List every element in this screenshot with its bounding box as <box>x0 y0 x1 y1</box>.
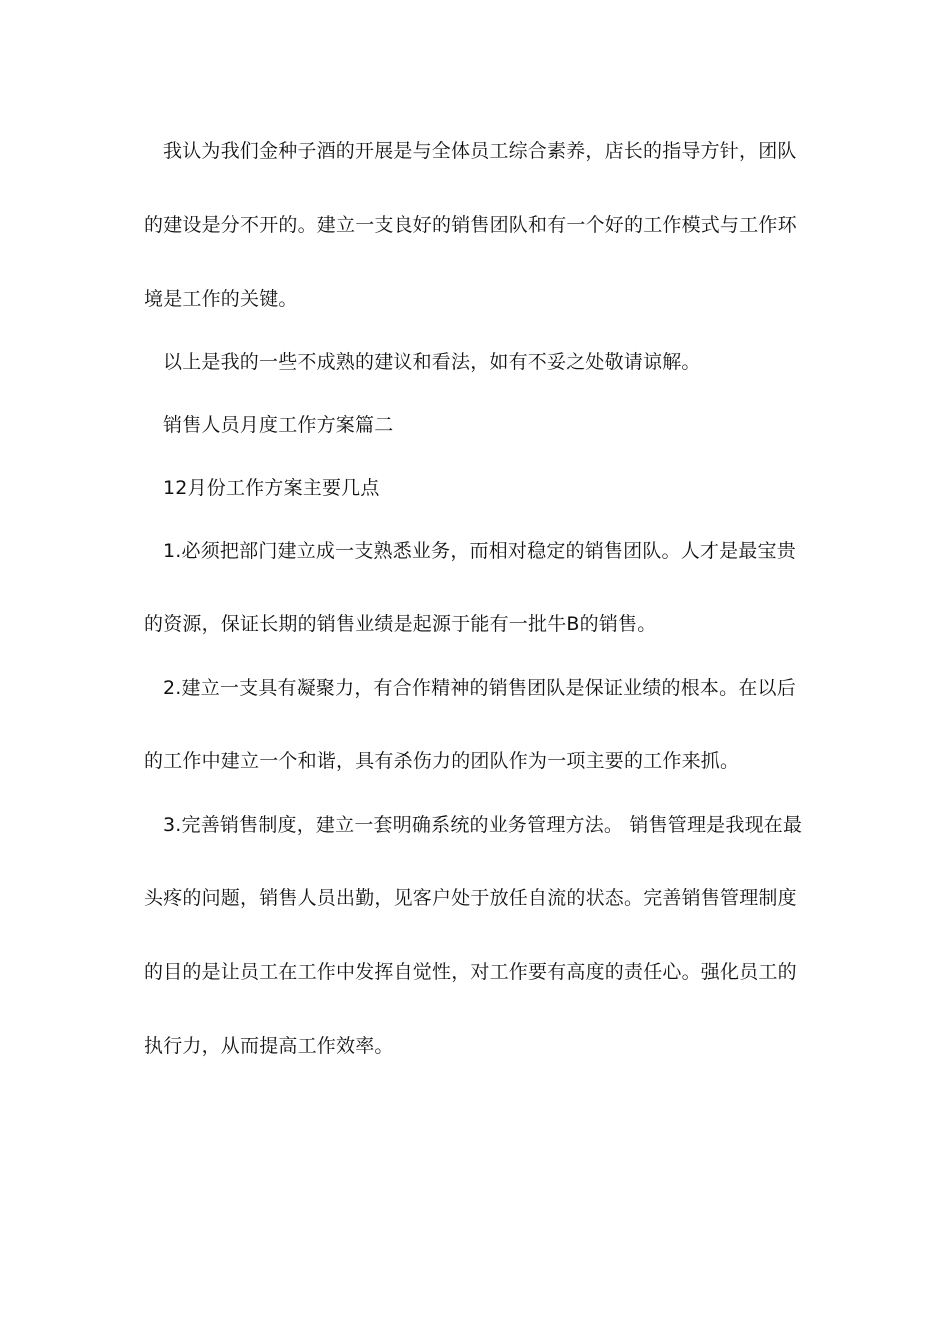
paragraph-1-line-3: 境是工作的关键。 <box>144 288 298 310</box>
section-heading: 销售人员月度工作方案篇二 <box>163 414 394 436</box>
point-1-line-2: 的资源，保证长期的销售业绩是起源于能有一批牛B的销售。 <box>144 613 657 635</box>
point-3-line-2: 头疼的问题，销售人员出勤，见客户处于放任自流的状态。完善销售管理制度 <box>144 887 797 909</box>
paragraph-2-line-1: 以上是我的一些不成熟的建议和看法，如有不妥之处敬请谅解。 <box>163 351 701 373</box>
point-1-line-1: 1.必须把部门建立成一支熟悉业务，而相对稳定的销售团队。人才是最宝贵 <box>163 540 796 562</box>
subheading: 12月份工作方案主要几点 <box>163 477 380 499</box>
paragraph-1-line-1: 我认为我们金种子酒的开展是与全体员工综合素养，店长的指导方针，团队 <box>163 140 797 162</box>
point-2-line-1: 2.建立一支具有凝聚力，有合作精神的销售团队是保证业绩的根本。在以后 <box>163 677 796 699</box>
point-3-line-3: 的目的是让员工在工作中发挥自觉性，对工作要有高度的责任心。强化员工的 <box>144 961 797 983</box>
point-2-line-2: 的工作中建立一个和谐，具有杀伤力的团队作为一项主要的工作来抓。 <box>144 750 740 772</box>
paragraph-1-line-2: 的建设是分不开的。建立一支良好的销售团队和有一个好的工作模式与工作环 <box>144 214 797 236</box>
point-3-line-4: 执行力，从而提高工作效率。 <box>144 1035 394 1057</box>
point-3-line-1: 3.完善销售制度，建立一套明确系统的业务管理方法。 销售管理是我现在最 <box>163 814 803 836</box>
